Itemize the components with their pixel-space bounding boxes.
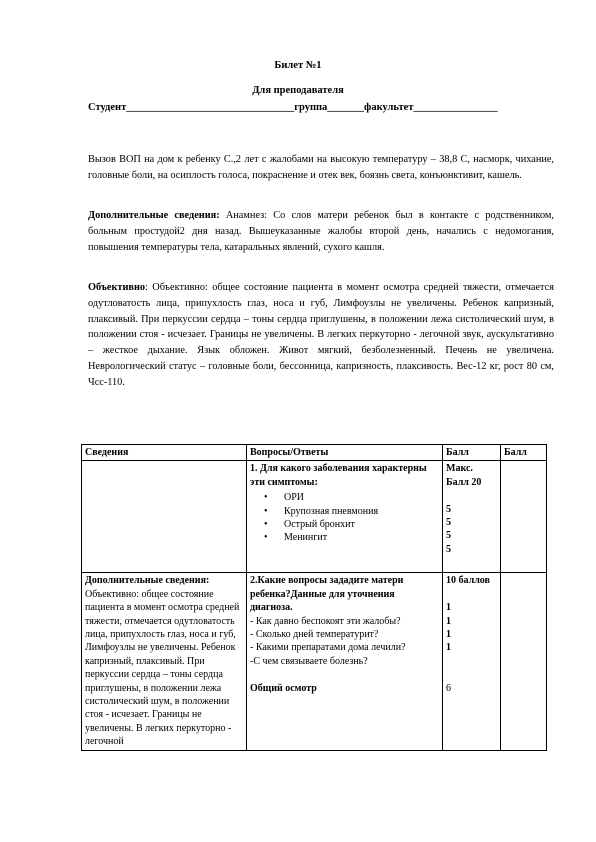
bullet-icon: • bbox=[264, 505, 268, 517]
assessment-table bbox=[81, 444, 547, 751]
list-item: • ОРИ bbox=[264, 492, 305, 504]
score-value: 1 bbox=[446, 615, 451, 627]
question-cell bbox=[247, 461, 443, 573]
score-value: 5 bbox=[446, 530, 451, 542]
additional-info-label: Дополнительные сведения: bbox=[88, 210, 220, 221]
answer-line: - Сколько дней температурит? bbox=[250, 629, 379, 641]
score-value: 5 bbox=[446, 503, 451, 515]
info-cell bbox=[82, 573, 247, 750]
score-value: 1 bbox=[446, 628, 451, 640]
answer-line: - Как давно беспокоят эти жалобы? bbox=[250, 615, 401, 627]
case-call-paragraph: Вызов ВОП на дом к ребенку С.,2 лет с жалобами на высокую температуру – 38,8 С, насморк, чихание, головные боли, на осиплость голоса, покраснение и отек век, боязнь света, конъюнктивит, кашель. bbox=[88, 154, 554, 181]
score-cell bbox=[443, 573, 501, 750]
max-score-label: 10 баллов bbox=[446, 575, 490, 587]
table-row bbox=[82, 573, 547, 750]
for-teacher-subtitle: Для преподавателя bbox=[252, 85, 344, 96]
header-score-2: Балл bbox=[501, 445, 547, 461]
bullet-icon: • bbox=[264, 532, 268, 544]
list-item: • Крупозная пневмония bbox=[264, 505, 379, 517]
info-label: Дополнительные сведения: bbox=[85, 575, 210, 587]
bullet-icon: • bbox=[264, 492, 268, 504]
question-2: 2.Какие вопросы зададите матери ребенка?Данные для уточнения диагноза. bbox=[250, 575, 404, 614]
student-group-faculty-line: Студент________________________________группа_______факультет________________ bbox=[88, 102, 498, 113]
additional-info-paragraph bbox=[88, 208, 554, 255]
score-value: 5 bbox=[446, 517, 451, 528]
score-cell-empty bbox=[501, 573, 547, 750]
answer-line: -С чем связываете болезнь? bbox=[250, 655, 368, 667]
table-header-row bbox=[82, 445, 547, 461]
info-cell-empty bbox=[82, 461, 247, 573]
objective-text: : Объективно: общее состояние пациента в момент осмотра средней тяжести, отмечается одутловатость лица, припухлость глаз, носа и губ, Лимфоузлы не увеличены. Ребенок капризный, плаксивый. При перкуссии сердца – тоны сердца приглушены, в положении лежа систолический шум, в положении стоя - исчезает. Границы не увеличены. В легких перкуторно - легочной звук, аускультативно – жесткое дыхание. Язык обложен. Живот мягкий, безболезненный. Печень не увеличена. Неврологический статус – головные боли, бессонница, капризность, плаксивость. Вес-12 кг, рост 80 см, Чсс-110. bbox=[88, 282, 554, 388]
exam-label: Общий осмотр bbox=[250, 682, 317, 694]
score-value: 1 bbox=[446, 642, 451, 654]
bullet-icon: • bbox=[264, 519, 268, 530]
question-cell bbox=[247, 573, 443, 750]
objective-label: Объективно bbox=[88, 282, 146, 293]
score-cell bbox=[443, 461, 501, 573]
header-info: Сведения bbox=[82, 445, 247, 461]
score-cell-empty bbox=[501, 461, 547, 573]
score-value: 1 bbox=[446, 602, 451, 614]
list-item: • Менингит bbox=[264, 532, 328, 544]
exam-score-value: 6 bbox=[446, 682, 451, 694]
ticket-title: Билет №1 bbox=[274, 60, 322, 71]
score-value: 5 bbox=[446, 543, 451, 555]
answer-line: - Какими препаратами дома лечили? bbox=[250, 642, 406, 654]
question-1: 1. Для какого заболевания характерны эти симптомы: bbox=[250, 463, 427, 488]
info-text: Объективно: общее состояние пациента в момент осмотра средней тяжести, отмечается одутловатость лица, припухлость глаз, носа и губ, Лимфоузлы не увеличены. Ребенок капризный, плаксивый. При перкуссии сердца – тоны сердца приглушены, в положении лежа систолический шум, в положении стоя - исчезает. Границы не увеличены. В легких перкуторно - легочной bbox=[85, 588, 240, 748]
table-row bbox=[82, 461, 547, 573]
list-item: • Острый бронхит bbox=[264, 519, 355, 530]
additional-info-text: Анамнез: Со слов матери ребенок был в контакте с родственником, больным простудой2 дня назад. Вышеуказанные жалобы второй день, начались с недомогания, повышения температуры тела, катаральных явлений, сухого кашля. bbox=[88, 210, 554, 253]
max-score-label: Макс. Балл 20 bbox=[446, 463, 482, 488]
header-score-1: Балл bbox=[443, 445, 501, 461]
objective-paragraph bbox=[88, 280, 554, 391]
options-list bbox=[250, 491, 439, 545]
header-questions: Вопросы/Ответы bbox=[247, 445, 443, 461]
